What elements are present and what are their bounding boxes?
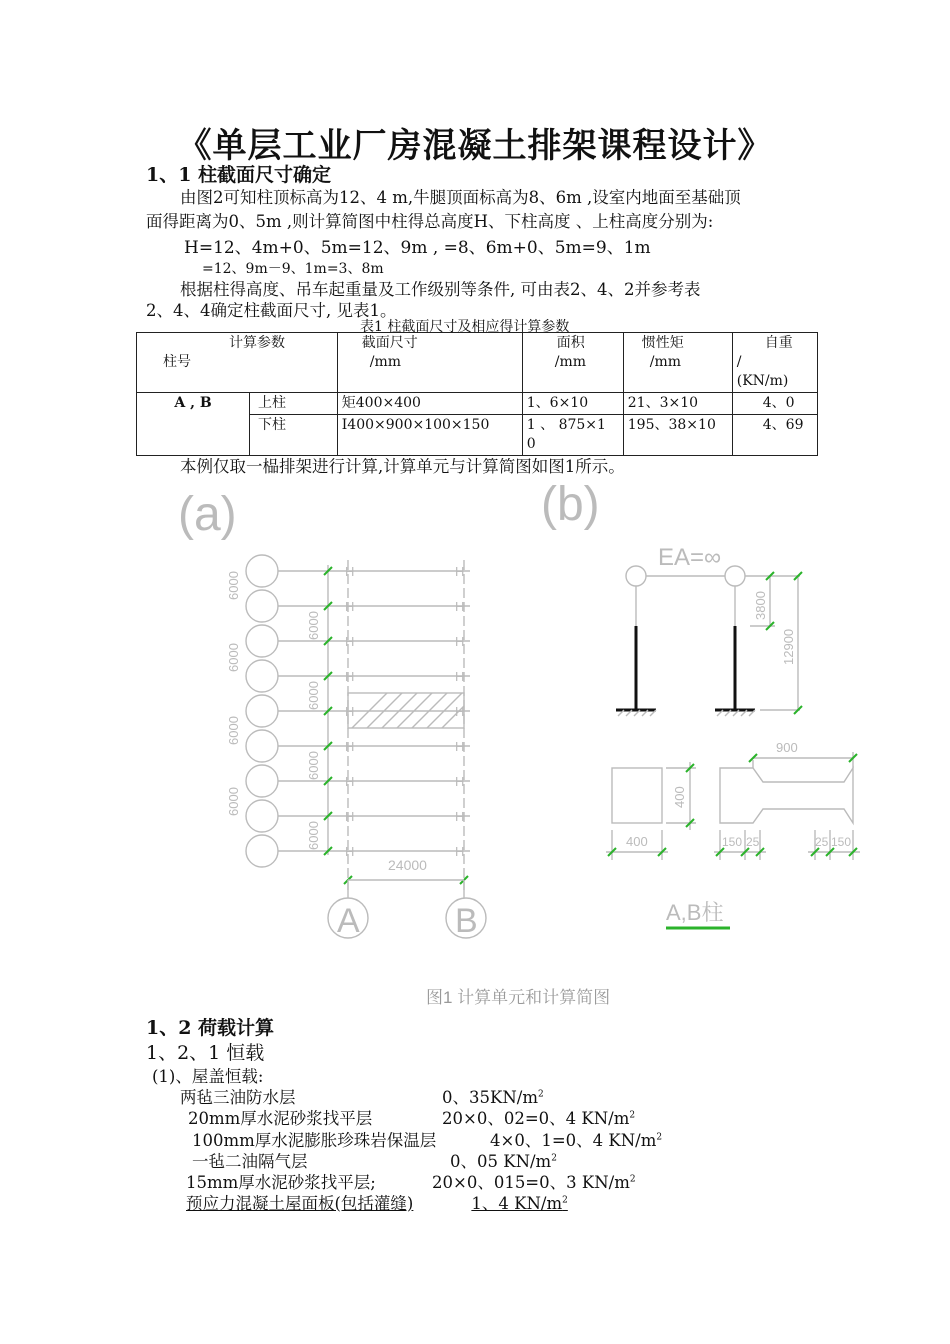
paragraph-3: 本例仅取一榀排架进行计算,计算单元与计算简图如图1所示。 (180, 457, 625, 476)
section-1-2-heading: 1、2 荷载计算 (146, 1017, 275, 1039)
equation-2: =12、9m－9、1m=3、8m (202, 261, 384, 277)
svg-text:H: H (455, 634, 465, 649)
svg-text:H: H (345, 809, 355, 824)
svg-text:H: H (345, 564, 355, 579)
section-i-shape (714, 740, 860, 860)
svg-text:H: H (455, 809, 465, 824)
svg-text:H: H (455, 739, 465, 754)
section-1-1-heading: 1、1 柱截面尺寸确定 (146, 164, 332, 186)
svg-text:H: H (455, 774, 465, 789)
header-param: 计算参数 (229, 335, 285, 351)
document-title: 《单层工业厂房混凝土排架课程设计》 (177, 126, 773, 166)
dim-150-right: 150 (831, 835, 852, 849)
load-3-name: 100mm厚水泥膨胀珍珠岩保温层 (192, 1131, 437, 1150)
header-param-cell (137, 333, 338, 393)
lower-column-weight: 4、69 (732, 415, 817, 456)
section-rectangular (606, 762, 696, 860)
dim-400-width: 400 (626, 834, 648, 849)
header-inertia-unit: /mm (649, 354, 682, 370)
grid-bubbles (246, 555, 278, 867)
ea-infinity-label: EA=∞ (658, 544, 722, 571)
dim-6000-3: 6000 (226, 716, 241, 745)
dim-900: 900 (776, 740, 798, 755)
header-size-cell (337, 333, 522, 393)
load-4-name: 一毡二油隔气层 (192, 1152, 308, 1171)
svg-text:H: H (455, 599, 465, 614)
lower-column-area-cell (522, 415, 623, 456)
dim-6000-1: 6000 (226, 571, 241, 600)
lower-column-inertia: 195、38×10 (623, 415, 732, 456)
load-3-value: 4×0、1=0、4 $KN/m^2$ (490, 1131, 663, 1150)
svg-text:H: H (455, 844, 465, 859)
svg-text:H: H (455, 704, 465, 719)
upper-column-label: 上柱 (250, 393, 338, 415)
lower-column-area: 1 、 875×1 (526, 417, 606, 433)
load-6-value: 1、4 KN/m (471, 1194, 563, 1213)
load-1-name: 两毡三油防水层 (180, 1088, 296, 1107)
axis-label-a: A (337, 902, 360, 940)
dim-12900: 12900 (781, 628, 796, 665)
column-section-table (136, 332, 818, 456)
dim-6000-7: 6000 (306, 751, 321, 780)
dimension-ticks (324, 567, 468, 884)
figure-1-caption: 图1 计算单元和计算简图 (426, 988, 611, 1007)
svg-text:H: H (455, 669, 465, 684)
figure-1 (0, 470, 950, 1015)
header-area: 面积 (556, 335, 585, 351)
load-2-name: 20mm厚水泥砂浆找平层 (188, 1109, 373, 1128)
svg-text:H: H (345, 774, 355, 789)
header-column-id: 柱号 (163, 354, 191, 370)
lower-column-size: I400×900×100×150 (337, 415, 522, 456)
dim-24000: 24000 (388, 857, 427, 873)
column-section-label: A,B柱 (666, 900, 724, 925)
dim-6000-2: 6000 (226, 643, 241, 672)
header-size: 截面尺寸 (361, 335, 418, 351)
dim-6000-4: 6000 (226, 787, 241, 816)
frame-diagram (616, 544, 800, 716)
section-1-2-1-heading: 1、2、1 恒载 (146, 1042, 265, 1064)
load-6-line: 预应力混凝土屋面板(包括灌缝) 1、4 $KN/m^2$ (186, 1194, 568, 1213)
svg-text:H: H (345, 669, 355, 684)
axis-label-b: B (455, 902, 478, 940)
load-6-name: 预应力混凝土屋面板(包括灌缝) (186, 1194, 414, 1213)
header-inertia: 惯性矩 (641, 335, 684, 351)
header-area-unit: /mm (554, 354, 587, 370)
paragraph-1-line-1: 由图2可知柱顶标高为12、4 m,牛腿顶面标高为8、6m ,设室内地面至基础顶 (180, 188, 741, 207)
load-4-value: 0、05 $KN/m^2$ (450, 1152, 557, 1171)
roof-dead-load-item: (1)、屋盖恒载: (152, 1067, 264, 1086)
dim-400-height: 400 (672, 786, 687, 808)
header-size-unit: /mm (369, 354, 402, 370)
svg-text:H: H (345, 844, 355, 859)
header-weight-cell (732, 333, 817, 393)
dim-3800: 3800 (753, 591, 768, 620)
header-inertia-cell (623, 333, 732, 393)
dim-150-left: 150 (722, 835, 743, 849)
paragraph-2-line-2: 2、4、4确定柱截面尺寸, 见表1。 (146, 301, 397, 320)
svg-text:H: H (345, 704, 355, 719)
header-weight: 自重 (764, 335, 793, 351)
dim-25-right: 25 (815, 835, 829, 849)
svg-text:H: H (345, 599, 355, 614)
figure-label-b: (b) (541, 478, 600, 531)
table-caption: 表1 柱截面尺寸及相应得计算参数 (360, 319, 570, 335)
lower-column-label: 下柱 (250, 415, 338, 456)
svg-text:H: H (455, 564, 465, 579)
upper-column-area: 1、6×10 (522, 393, 623, 415)
load-5-value: 20×0、015=0、3 $KN/m^2$ (432, 1173, 636, 1192)
upper-column-size: 矩400×400 (337, 393, 522, 415)
upper-column-inertia: 21、3×10 (623, 393, 732, 415)
svg-text:H: H (345, 634, 355, 649)
dim-6000-5: 6000 (306, 611, 321, 640)
vertical-dimensions (226, 571, 321, 850)
load-5-name: 15mm厚水泥砂浆找平层; (186, 1173, 376, 1192)
equation-1: H=12、4m+0、5m=12、9m , =8、6m+0、5m=9、1m (184, 238, 651, 258)
dim-6000-6: 6000 (306, 681, 321, 710)
load-2-value: 20×0、02=0、4 $KN/m^2$ (442, 1109, 636, 1128)
column-id-cell: A , B (137, 393, 250, 456)
upper-column-weight: 4、0 (732, 393, 817, 415)
header-area-cell (522, 333, 623, 393)
figure-label-a: (a) (178, 488, 237, 541)
dim-25-left: 25 (746, 835, 760, 849)
dim-6000-8: 6000 (306, 821, 321, 850)
paragraph-1-line-2: 面得距离为0、5m ,则计算简图中柱得总高度H、下柱高度 、上柱高度分别为: (146, 212, 714, 231)
header-weight-unit: (KN/m) (736, 373, 789, 389)
lower-column-area-wrap: 0 (526, 436, 536, 452)
svg-text:H: H (345, 739, 355, 754)
header-weight-slash: / (736, 354, 742, 370)
load-1-value: 0、$35KN/m^2$ (442, 1088, 544, 1107)
paragraph-2-line-1: 根据柱得高度、吊车起重量及工作级别等条件, 可由表2、4、2并参考表 (180, 280, 701, 299)
